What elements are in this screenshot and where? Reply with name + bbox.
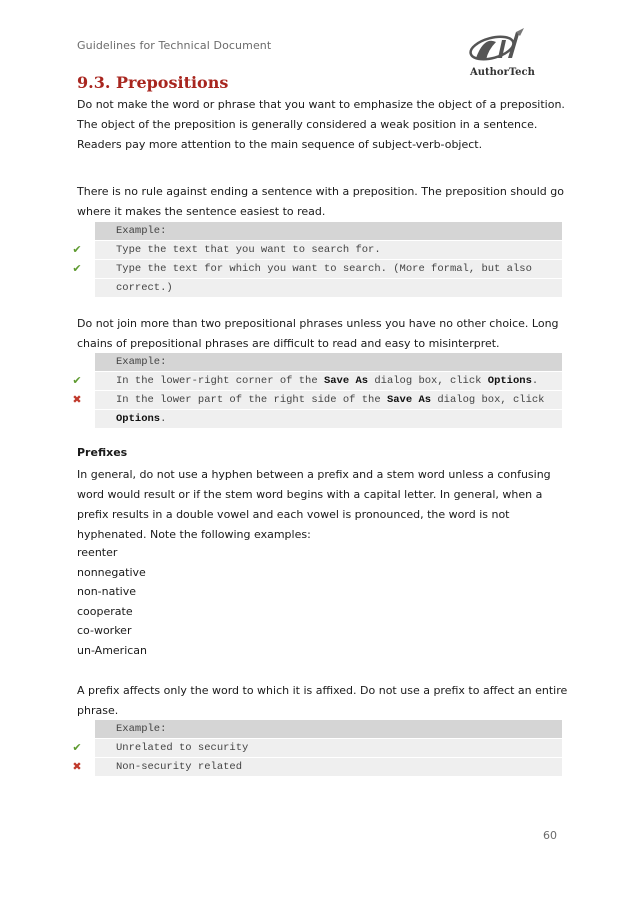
example-row xyxy=(72,372,562,391)
example-row xyxy=(95,410,562,429)
paragraph-line: A prefix affects only the word to which it is affixed. Do not use a prefix to affect an entire xyxy=(77,684,568,697)
prefix-example-word: co-worker xyxy=(77,624,132,637)
page-number: 60 xyxy=(543,829,557,842)
paragraph-line: prefix results in a double vowel and each vowel is pronounced, the word is not xyxy=(77,508,510,521)
paragraph-line: word would result or if the stem word begins with a capital letter. In general, when a xyxy=(77,488,543,501)
prefixes-heading: Prefixes xyxy=(77,446,128,459)
example-row xyxy=(72,758,562,777)
prefix-example-word: cooperate xyxy=(77,605,133,618)
prefix-example-word: nonnegative xyxy=(77,566,146,579)
example-text: In the lower part of the right side of the Save As dialog box, click xyxy=(116,394,545,406)
example-row xyxy=(72,260,562,279)
paragraph-line: where it makes the sentence easiest to read. xyxy=(77,205,326,218)
example-row xyxy=(72,739,562,758)
example-row xyxy=(72,391,562,410)
checkmark-icon: ✔ xyxy=(72,262,82,275)
example-text: In the lower-right corner of the Save As dialog box, click Options. xyxy=(116,375,539,387)
prefix-example-word: reenter xyxy=(77,546,118,559)
checkmark-icon: ✔ xyxy=(72,243,82,256)
example-row xyxy=(95,279,562,298)
paragraph-prefixes xyxy=(77,465,562,545)
checkmark-icon: ✔ xyxy=(72,741,82,754)
paragraph-line: Do not make the word or phrase that you want to emphasize the object of a preposition. xyxy=(77,98,565,111)
paragraph-line: There is no rule against ending a sentence with a preposition. The preposition should go xyxy=(77,185,565,198)
example-box-2 xyxy=(72,353,562,429)
logo-caption: AuthorTech xyxy=(470,67,535,78)
cross-icon: ✖ xyxy=(72,760,82,773)
prefix-example-word: non-native xyxy=(77,585,137,598)
paragraph-line: chains of prepositional phrases are difficult to read and easy to misinterpret. xyxy=(77,337,500,350)
example-text: Type the text that you want to search for. xyxy=(116,244,381,256)
paragraph-line: Readers pay more attention to the main sequence of subject-verb-object. xyxy=(77,138,483,151)
prefix-example-word: un-American xyxy=(77,644,148,657)
running-header: Guidelines for Technical Document xyxy=(77,39,272,52)
example-text: Unrelated to security xyxy=(116,742,249,754)
paragraph-prefix-phrase xyxy=(77,681,568,721)
section-title: 9.3. Prepositions xyxy=(77,73,229,92)
paragraph-object-of-preposition xyxy=(77,95,565,155)
example-header: Example: xyxy=(95,353,562,372)
example-box-3 xyxy=(72,720,562,777)
example-header: Example: xyxy=(95,222,562,241)
example-text: Type the text for which you want to search. (More formal, but also xyxy=(116,263,532,275)
example-text: Non-security related xyxy=(116,761,243,773)
cross-icon: ✖ xyxy=(72,393,82,406)
example-text: correct.) xyxy=(116,282,173,294)
checkmark-icon: ✔ xyxy=(72,374,82,387)
paragraph-line: The object of the preposition is generally considered a weak position in a sentence. xyxy=(77,118,538,131)
example-text: Options. xyxy=(116,413,167,425)
paragraph-ending-preposition xyxy=(77,182,565,222)
paragraph-line: phrase. xyxy=(77,704,119,717)
paragraph-line: In general, do not use a hyphen between a prefix and a stem word unless a confusing xyxy=(77,468,551,481)
paragraph-line: Do not join more than two prepositional phrases unless you have no other choice. Long xyxy=(77,317,559,330)
example-row xyxy=(72,241,562,260)
paragraph-prepositional-phrases xyxy=(77,314,562,354)
paragraph-line: hyphenated. Note the following examples: xyxy=(77,528,311,541)
example-box-1 xyxy=(72,222,562,298)
example-header: Example: xyxy=(95,720,562,739)
